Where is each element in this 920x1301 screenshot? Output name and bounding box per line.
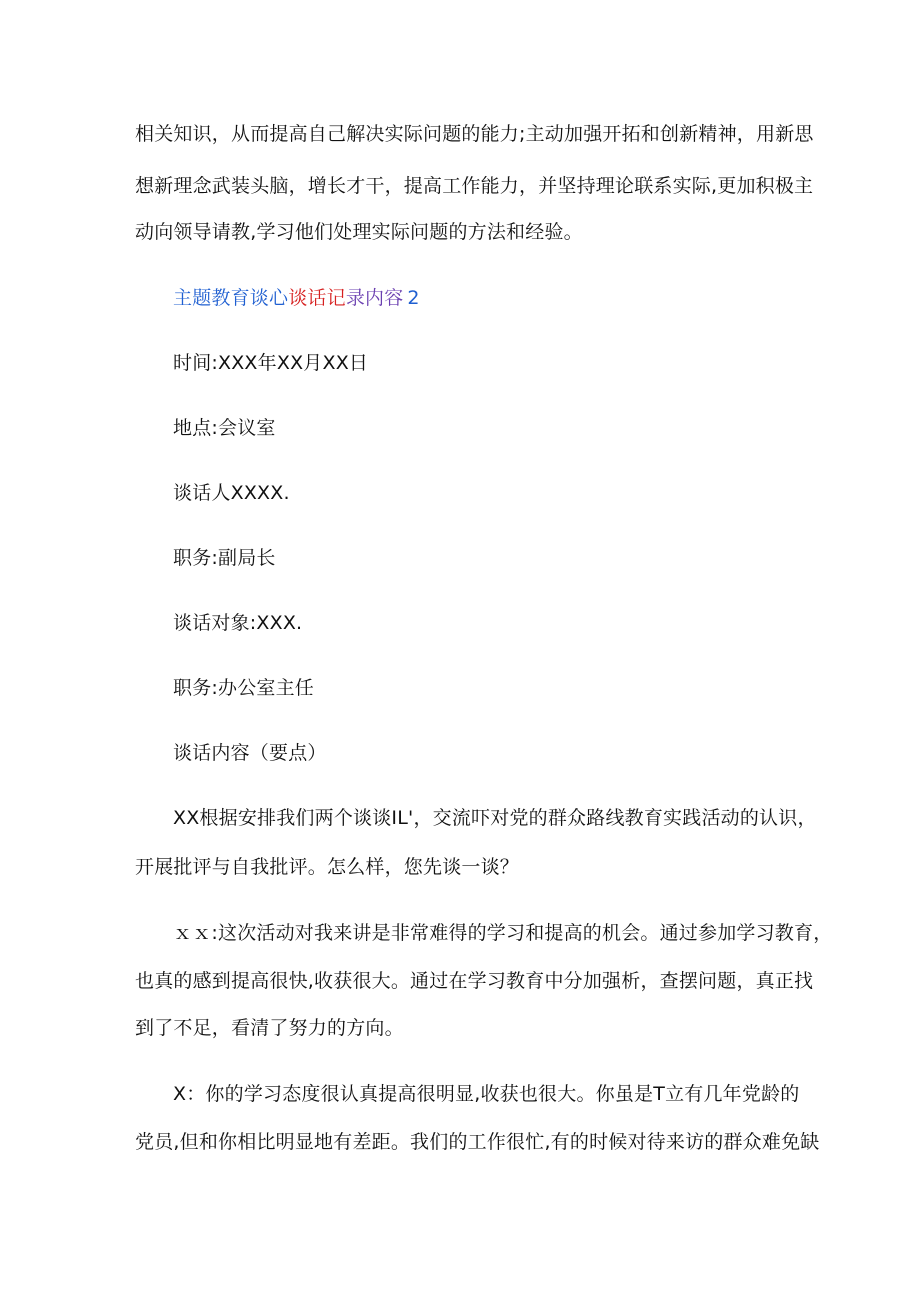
dialogue-2-line-2: 也真的感到提高很快,收获很大。通过在学习教育中分加强析，查摆问题，真正找 — [135, 970, 814, 992]
section-title — [173, 286, 420, 310]
field-speaker: 谈话人XXXX. — [173, 482, 290, 504]
dialogue-3-line-2: 党员,但和你相比明显地有差距。我们的工作很忙,有的时候对待来访的群众难免缺 — [135, 1131, 820, 1153]
dialogue-2-line-3: 到了不足，看清了努力的方向。 — [135, 1017, 404, 1039]
field-content-label: 谈话内容（要点） — [173, 742, 327, 764]
section-title-part-4: 2 — [407, 287, 420, 309]
field-target-position: 职务:办公室主任 — [173, 677, 315, 699]
section-title-part-3: 录内容 — [345, 287, 404, 309]
field-speaker-position: 职务:副局长 — [173, 547, 276, 569]
dialogue-1-line-2: 开展批评与自我批评。怎么样，您先谈一谈？ — [135, 856, 520, 878]
field-time: 时间:XXX年XX月XX日 — [173, 352, 369, 374]
intro-line-1: 相关知识，从而提高自己解决实际问题的能力;主动加强开拓和创新精神，用新思 — [135, 123, 814, 145]
intro-line-3: 动向领导请教,学习他们处理实际问题的方法和经验。 — [135, 221, 583, 243]
section-title-part-1: 主题教育谈心 — [173, 287, 289, 309]
field-target: 谈话对象:XXX. — [173, 612, 303, 634]
dialogue-2-line-1: ｘｘ:这次活动对我来讲是非常难得的学习和提高的机会。通过参加学习教育， — [173, 922, 833, 944]
section-title-part-2: 谈话记 — [288, 287, 346, 309]
field-place: 地点:会议室 — [173, 417, 276, 439]
dialogue-3-line-1: X：你的学习态度很认真提高很明显,收获也很大。你虽是T立有几年党龄的 — [173, 1083, 800, 1105]
intro-line-2: 想新理念武装头脑，增长才干，提高工作能力，并坚持理论联系实际,更加积极主 — [135, 175, 814, 197]
dialogue-1-line-1: XX根据安排我们两个谈谈IL'，交流吓对党的群众路线教育实践活动的认识， — [173, 807, 817, 829]
